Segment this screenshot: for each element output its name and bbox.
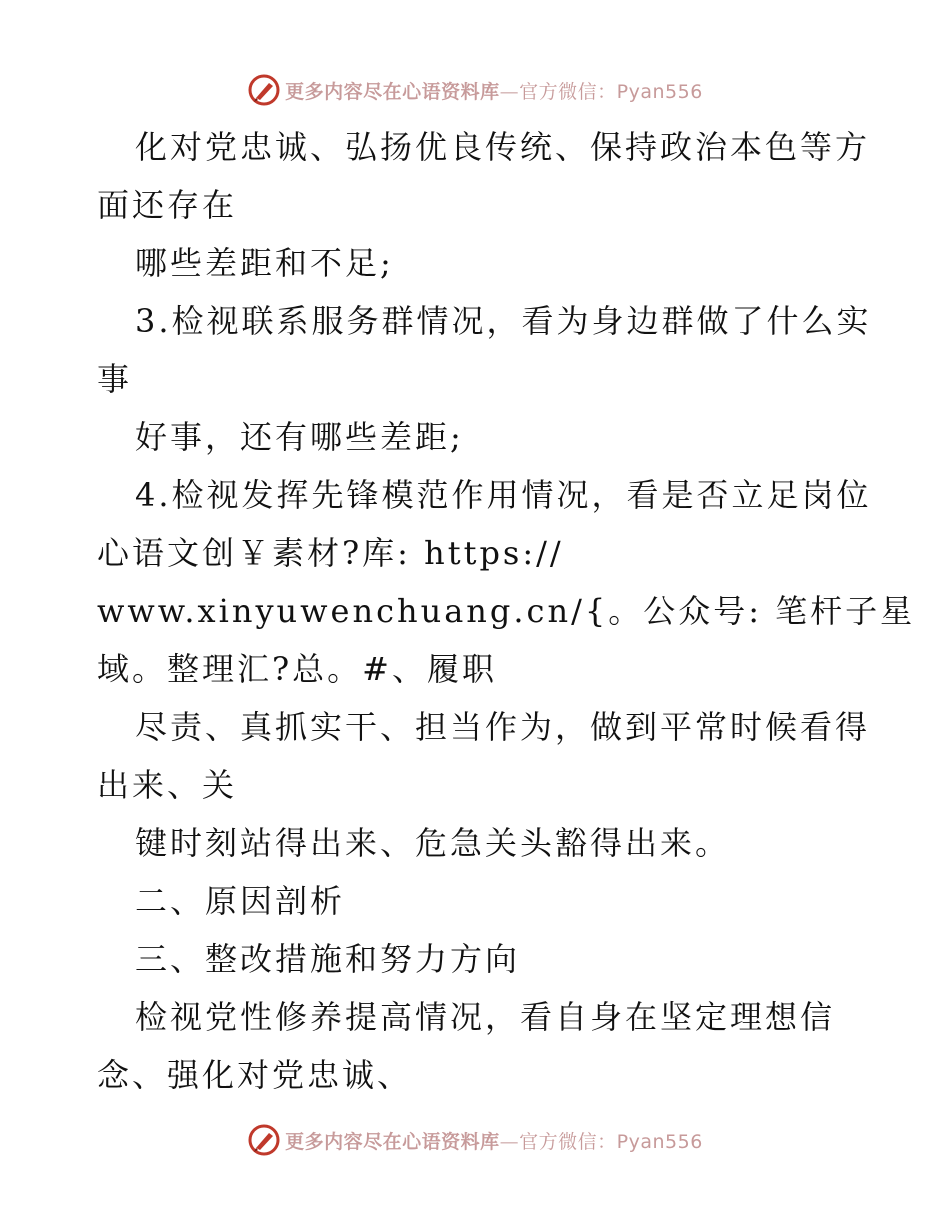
text-line: 键时刻站得出来、危急关头豁得出来。 <box>135 824 731 862</box>
text-line: 4.检视发挥先锋模范作用情况，看是否立足岗位 <box>135 476 872 514</box>
header-banner-separator: — <box>499 80 520 103</box>
header-banner <box>0 70 950 110</box>
section-heading: 三、整改措施和努力方向 <box>135 940 521 978</box>
text-line: 面还存在 <box>97 186 238 224</box>
text-line: 哪些差距和不足; <box>135 244 394 282</box>
text-line: 心语文创￥素材?库: https:// <box>97 534 564 572</box>
text-line: 域。整理汇?总。#、履职 <box>97 650 497 688</box>
text-line: 念、强化对党忠诚、 <box>97 1056 413 1094</box>
footer-banner <box>0 1120 950 1160</box>
document-body <box>97 118 916 1104</box>
footer-banner-contact: 官方微信：Pyan556 <box>519 1130 703 1153</box>
pen-logo-icon <box>247 1123 281 1157</box>
text-line: www.xinyuwenchuang.cn/{。公众号: 笔杆子星 <box>97 592 916 630</box>
header-banner-title: 更多内容尽在心语资料库 <box>285 80 500 103</box>
footer-banner-title: 更多内容尽在心语资料库 <box>285 1130 500 1153</box>
text-line: 检视党性修养提高情况，看自身在坚定理想信 <box>135 998 836 1036</box>
pen-logo-icon <box>247 73 281 107</box>
text-line: 好事，还有哪些差距; <box>135 418 464 456</box>
text-line: 3.检视联系服务群情况，看为身边群做了什么实 <box>135 302 872 340</box>
text-line: 事 <box>97 360 133 398</box>
text-line: 出来、关 <box>97 766 238 804</box>
text-line: 化对党忠诚、弘扬优良传统、保持政治本色等方 <box>135 128 871 166</box>
footer-banner-separator: — <box>499 1130 520 1153</box>
section-heading: 二、原因剖析 <box>135 882 346 920</box>
header-banner-contact: 官方微信：Pyan556 <box>519 80 703 103</box>
text-line: 尽责、真抓实干、担当作为，做到平常时候看得 <box>135 708 871 746</box>
